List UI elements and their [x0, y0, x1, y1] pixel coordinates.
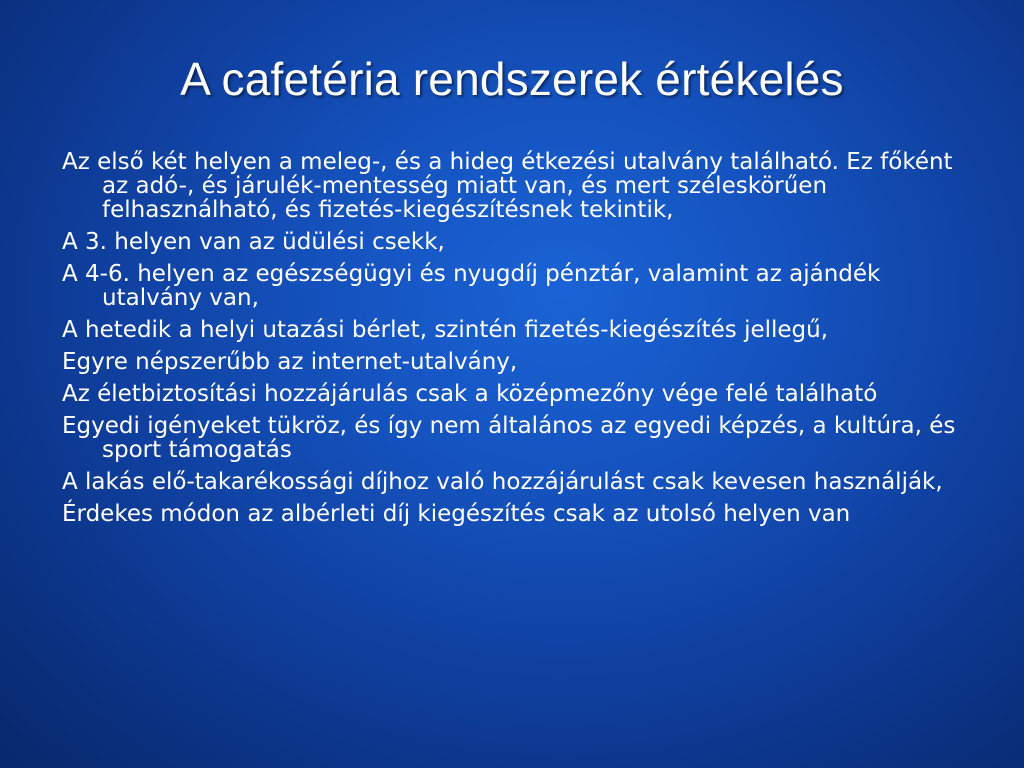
list-item: Érdekes módon az albérleti díj kiegészítés csak az utolsó helyen van	[62, 501, 851, 527]
slide-title: A cafetéria rendszerek értékelés	[180, 53, 844, 105]
list-item: Az életbiztosítási hozzájárulás csak a középmezőny vége felé található	[62, 381, 878, 407]
list-item: Az első két helyen a meleg-, és a hideg étkezési utalvány található. Ez főként az adó-, és járulék-mentesség miatt van, és mert széleskörűen felhasználható, és fizetés-kiegészítésnek tekintik,	[62, 149, 953, 223]
list-item: A hetedik a helyi utazási bérlet, szintén fizetés-kiegészítés jellegű,	[62, 317, 829, 343]
list-item: A 4-6. helyen az egészségügyi és nyugdíj pénztár, valamint az ajándék utalvány van,	[62, 261, 881, 311]
list-item: A lakás elő-takarékossági díjhoz való hozzájárulást csak kevesen használják,	[62, 469, 943, 495]
slide-body	[62, 150, 972, 534]
list-item: Egyedi igényeket tükröz, és így nem általános az egyedi képzés, a kultúra, és sport támogatás	[62, 413, 956, 463]
list-item: A 3. helyen van az üdülési csekk,	[62, 229, 445, 255]
list-item: Egyre népszerűbb az internet-utalvány,	[62, 349, 518, 375]
